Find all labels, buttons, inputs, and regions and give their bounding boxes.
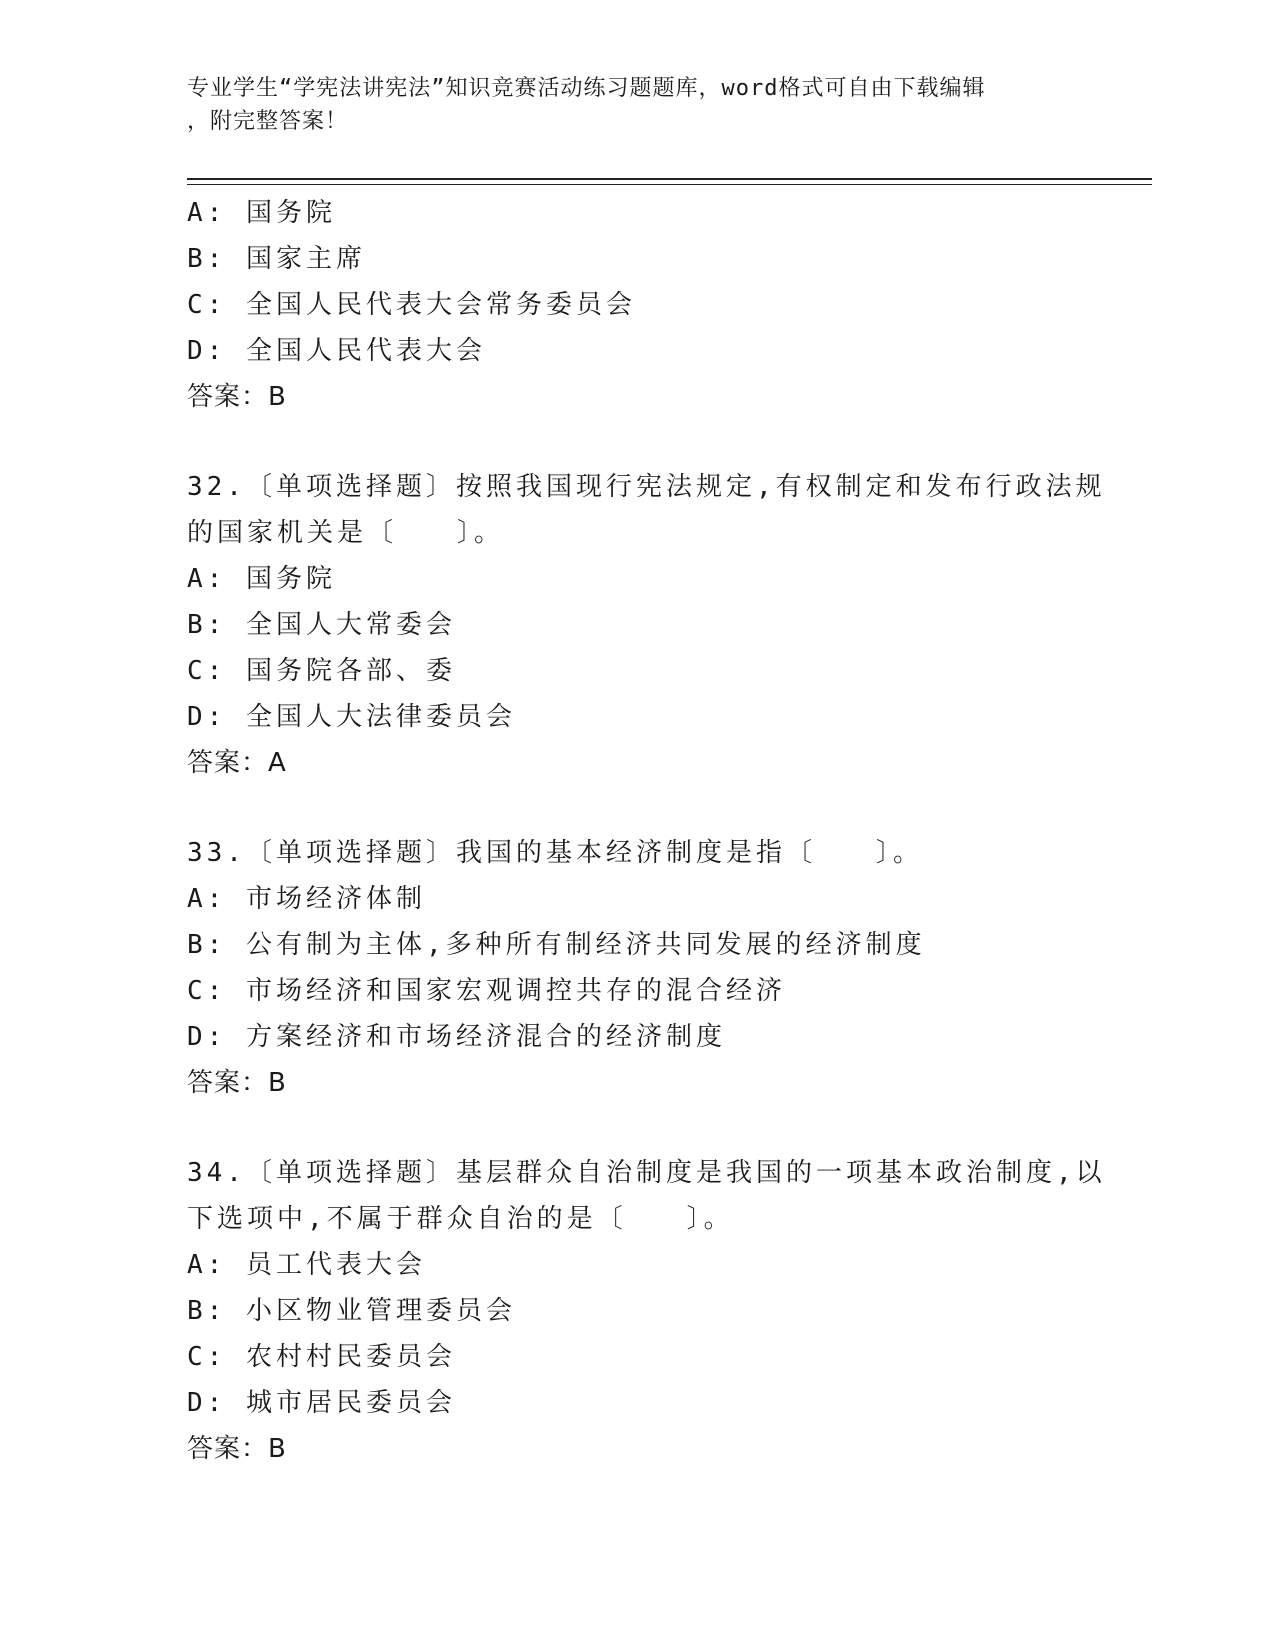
option-a: A: 国务院 <box>187 198 336 228</box>
option-b: B: 小区物业管理委员会 <box>187 1296 516 1326</box>
option-d: D: 全国人民代表大会 <box>187 336 486 366</box>
question-stem: 34.〔单项选择题〕基层群众自治制度是我国的一项基本政治制度,以 <box>187 1158 1106 1188</box>
question-34 <box>187 1150 1152 1472</box>
header-title-line2: ，附完整答案！ <box>187 109 349 134</box>
header-divider <box>187 178 1152 185</box>
question-stem: 32.〔单项选择题〕按照我国现行宪法规定,有权制定和发布行政法规 <box>187 472 1106 502</box>
question-stem: 33.〔单项选择题〕我国的基本经济制度是指〔 〕。 <box>187 838 923 868</box>
option-d: D: 方案经济和市场经济混合的经济制度 <box>187 1022 726 1052</box>
answer: 答案：B <box>187 382 287 412</box>
option-b: B: 全国人大常委会 <box>187 610 456 640</box>
answer: 答案：B <box>187 1434 287 1464</box>
answer: 答案：B <box>187 1068 287 1098</box>
option-a: A: 市场经济体制 <box>187 884 426 914</box>
spacer <box>187 420 1152 464</box>
option-a: A: 员工代表大会 <box>187 1250 426 1280</box>
option-c: C: 国务院各部、委 <box>187 656 456 686</box>
question-32 <box>187 464 1152 786</box>
document-header <box>187 72 1077 138</box>
option-b: B: 国家主席 <box>187 244 366 274</box>
spacer <box>187 1106 1152 1150</box>
option-c: C: 全国人民代表大会常务委员会 <box>187 290 636 320</box>
answer: 答案：A <box>187 748 287 778</box>
question-33 <box>187 830 1152 1106</box>
header-title-line1: 专业学生“学宪法讲宪法”知识竞赛活动练习题题库，word格式可自由下载编辑 <box>187 76 986 101</box>
question-31 <box>187 190 1152 420</box>
question-list <box>187 190 1152 1472</box>
question-stem-cont: 的国家机关是〔 〕。 <box>187 518 505 548</box>
option-b: B: 公有制为主体,多种所有制经济共同发展的经济制度 <box>187 930 926 960</box>
spacer <box>187 786 1152 830</box>
option-d: D: 全国人大法律委员会 <box>187 702 516 732</box>
option-c: C: 农村村民委员会 <box>187 1342 456 1372</box>
option-a: A: 国务院 <box>187 564 336 594</box>
question-stem-cont: 下选项中,不属于群众自治的是〔 〕。 <box>187 1204 734 1234</box>
option-c: C: 市场经济和国家宏观调控共存的混合经济 <box>187 976 786 1006</box>
option-d: D: 城市居民委员会 <box>187 1388 456 1418</box>
